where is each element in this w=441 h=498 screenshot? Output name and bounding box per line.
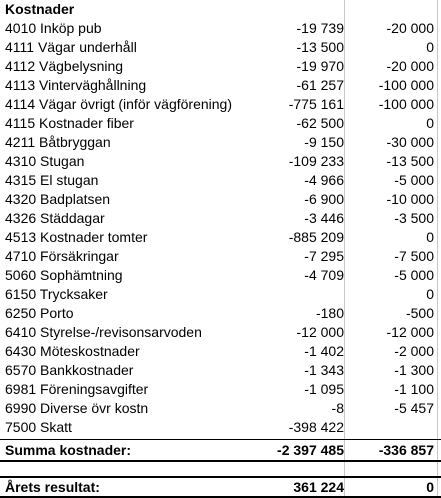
table-title: Kostnader <box>5 1 75 17</box>
row-budget: -5 457 <box>394 400 434 416</box>
row-actual: -885 209 <box>288 229 344 245</box>
row-label: 6981 Föreningsavgifter <box>5 381 149 397</box>
row-label: 4710 Försäkringar <box>5 248 119 264</box>
row-label: 4112 Vägbelysning <box>5 58 124 74</box>
row-actual: -12 000 <box>296 324 344 340</box>
row-budget: -3 500 <box>394 210 434 226</box>
row-label: 6150 Trycksaker <box>5 286 108 302</box>
row-budget: -100 000 <box>378 77 434 93</box>
row-actual: -1 095 <box>304 381 344 397</box>
row-actual: -61 257 <box>296 77 344 93</box>
row-actual: -1 402 <box>304 343 344 359</box>
row-budget: 0 <box>426 39 434 55</box>
table-row <box>0 171 441 190</box>
row-label: 6990 Diverse övr kostn <box>5 400 149 416</box>
row-budget: 0 <box>426 286 434 302</box>
row-actual: -775 161 <box>288 96 344 112</box>
row-budget: -7 500 <box>394 248 434 264</box>
row-budget: -30 000 <box>386 134 434 150</box>
row-actual: -13 500 <box>296 39 344 55</box>
table-row <box>0 285 441 304</box>
row-actual: -62 500 <box>296 115 344 131</box>
result-row <box>0 478 441 497</box>
row-actual: -7 295 <box>304 248 344 264</box>
table-row <box>0 418 441 437</box>
row-actual: -6 900 <box>304 191 344 207</box>
row-actual: -398 422 <box>288 419 344 435</box>
row-budget: -2 000 <box>394 343 434 359</box>
table-row <box>0 228 441 247</box>
table-row <box>0 152 441 171</box>
row-label: 4326 Städdagar <box>5 210 105 226</box>
row-label: 4113 Vinterväghållning <box>5 77 147 93</box>
row-label: 4320 Badplatsen <box>5 191 111 207</box>
table-row <box>0 380 441 399</box>
row-label: 7500 Skatt <box>5 419 72 435</box>
table-title-row <box>0 0 441 19</box>
row-label: 4513 Kostnader tomter <box>5 229 148 245</box>
table-row <box>0 399 441 418</box>
table-row <box>0 57 441 76</box>
row-actual: -19 739 <box>296 20 344 36</box>
table-row <box>0 247 441 266</box>
result-actual: 361 224 <box>293 479 344 495</box>
total-row <box>0 441 441 460</box>
row-budget: -5 000 <box>394 172 434 188</box>
result-budget: 0 <box>426 479 434 495</box>
row-budget: -1 300 <box>394 362 434 378</box>
row-budget: -500 <box>405 305 434 321</box>
row-label: 4315 El stugan <box>5 172 99 188</box>
row-label: 4310 Stugan <box>5 153 85 169</box>
table-row <box>0 323 441 342</box>
row-budget: -5 000 <box>394 267 434 283</box>
row-budget: -1 100 <box>394 381 434 397</box>
table-row <box>0 114 441 133</box>
row-actual: -19 970 <box>296 58 344 74</box>
table-row <box>0 361 441 380</box>
row-actual: -1 343 <box>304 362 344 378</box>
row-label: 4115 Kostnader fiber <box>5 115 134 131</box>
row-budget: -20 000 <box>386 20 434 36</box>
table-row <box>0 190 441 209</box>
row-budget: -20 000 <box>386 58 434 74</box>
row-label: 6570 Bankkostnader <box>5 362 134 378</box>
row-budget: -100 000 <box>378 96 434 112</box>
row-budget: -10 000 <box>386 191 434 207</box>
total-actual: -2 397 485 <box>277 442 344 458</box>
row-actual: -8 <box>331 400 344 416</box>
row-actual: -4 966 <box>304 172 344 188</box>
row-budget: 0 <box>426 229 434 245</box>
row-label: 5060 Sophämtning <box>5 267 123 283</box>
table-row <box>0 38 441 57</box>
table-row <box>0 133 441 152</box>
row-label: 6410 Styrelse-/revisonsarvoden <box>5 324 202 340</box>
total-budget: -336 857 <box>378 442 434 458</box>
table-row <box>0 342 441 361</box>
total-label: Summa kostnader: <box>5 442 132 458</box>
divider-line <box>0 439 441 440</box>
row-label: 4111 Vägar underhåll <box>5 39 137 55</box>
row-actual: -109 233 <box>288 153 344 169</box>
row-label: 6250 Porto <box>5 305 74 321</box>
table-row <box>0 266 441 285</box>
row-budget: -12 000 <box>386 324 434 340</box>
table-row <box>0 304 441 323</box>
divider-line <box>0 460 441 462</box>
table-row <box>0 95 441 114</box>
row-actual: -9 150 <box>304 134 344 150</box>
row-actual: -4 709 <box>304 267 344 283</box>
row-label: 4114 Vägar övrigt (inför vägförening) <box>5 96 232 112</box>
result-label: Årets resultat: <box>5 479 100 495</box>
table-row <box>0 76 441 95</box>
row-label: 4211 Båtbryggan <box>5 134 111 150</box>
table-row <box>0 209 441 228</box>
table-row <box>0 19 441 38</box>
row-label: 4010 Inköp pub <box>5 20 102 36</box>
row-label: 6430 Möteskostnader <box>5 343 140 359</box>
row-budget: -13 500 <box>386 153 434 169</box>
row-budget: 0 <box>426 115 434 131</box>
row-actual: -3 446 <box>304 210 344 226</box>
row-actual: -180 <box>315 305 344 321</box>
